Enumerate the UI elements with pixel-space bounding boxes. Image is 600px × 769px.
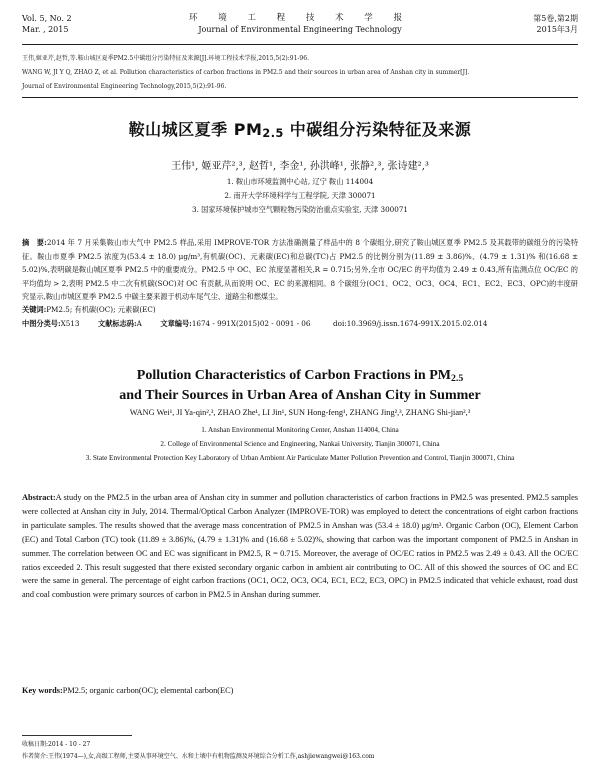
doi-value: 10.3969/j.issn.1674-991X.2015.02.014: [346, 319, 488, 328]
doc-code-label: 文献标志码:: [98, 319, 137, 328]
header-date-en: Mar. , 2015: [22, 25, 69, 34]
affiliation-zh-2: 2. 南开大学环境科学与工程学院, 天津 300071: [224, 191, 376, 200]
keywords-en-text: PM2.5; organic carbon(OC); elemental carbon(EC): [62, 686, 234, 695]
clc-value: X513: [60, 319, 80, 328]
keywords-zh-label: 关键词:: [22, 305, 47, 314]
header-journal-en: Journal of Environmental Engineering Technology: [198, 25, 402, 34]
citation-rule: [22, 97, 578, 98]
keywords-zh-text: PM2.5; 有机碳(OC); 元素碳(EC): [46, 305, 156, 314]
header-rule: [22, 44, 578, 45]
title-zh: [0, 117, 600, 140]
title-en: [0, 366, 600, 406]
doc-code-value: A: [136, 319, 142, 328]
keywords-en-label: Key words:: [22, 686, 63, 695]
title-zh-pre: 鞍山城区夏季 PM: [128, 120, 263, 139]
affiliation-en-3: 3. State Environmental Protection Key Laboratory of Urban Ambient Air Particulate Matter Pollution Prevention and Control, Tianjin 300071, China: [85, 454, 515, 462]
footnote-received: 收稿日期:2014 - 10 - 27: [22, 741, 91, 748]
affiliation-zh-1: 1. 鞍山市环境监测中心站, 辽宁 鞍山 114004: [226, 177, 374, 186]
abstract-en-label: Abstract:: [22, 493, 56, 502]
footnote-author-info: 作者简介:王伟(1974—),女,高级工程师,主要从事环境空气、水和土壤中有机物监测及环境综合分析工作,ashjiewangwei@163.com: [22, 753, 375, 760]
header-journal-zh: 环 境 工 程 技 术 学 报: [189, 13, 411, 23]
header-center: [22, 13, 578, 35]
authors-en: WANG Wei¹, JI Ya-qin²,³, ZHAO Zhe¹, LI Jin¹, SUN Hong-feng¹, ZHANG Jing²,³, ZHANG Shi-jian²,³: [129, 408, 471, 417]
running-header: [22, 13, 578, 41]
authors-zh: 王伟¹, 姬亚芹²,³, 赵哲¹, 李金¹, 孙洪峰¹, 张静²,³, 张诗建²,³: [171, 161, 429, 172]
footnote-rule: [22, 735, 132, 736]
citation-en-line1: WANG W, JI Y Q, ZHAO Z, et al. Pollution characteristics of carbon fractions in PM2.5 and their sources in urban area of Anshan city in summer[J].: [22, 69, 470, 76]
affiliation-zh-3: 3. 国家环境保护城市空气颗粒物污染防治重点实验室, 天津 300071: [192, 205, 408, 214]
header-volume: Vol. 5, No. 2: [22, 14, 72, 23]
keywords-zh: [22, 305, 156, 315]
title-en-line2: and Their Sources in Urban Area of Anshan City in Summer: [119, 388, 481, 403]
classification-line: [22, 319, 578, 329]
citation-zh: 王伟,姬亚芹,赵哲,等.鞍山城区夏季PM2.5中碳组分污染特征及来源[J].环境工程技术学报,2015,5(2):91-96.: [22, 55, 309, 62]
affiliation-en-1: 1. Anshan Environmental Monitoring Center, Anshan 114004, China: [201, 426, 399, 434]
header-right: [533, 13, 578, 35]
citation-en-line2: Journal of Environmental Engineering Technology,2015,5(2):91-96.: [22, 83, 227, 90]
abstract-zh-text: 2014 年 7 月采集鞍山市大气中 PM2.5 样品,采用 IMPROVE-TOR 方法准确测量了样品中的 8 个碳组分,研究了鞍山城区夏季 PM2.5 及其载带的碳组分的污染特征。鞍山市夏季 PM2.5 浓度为(53.4 ± 18.0) μg/m³,有机碳(OC)、元素碳(EC)和总碳(TC)占 PM2.5 的比例分别为(11.89 ± 3.86)%、(4.79 ± 1.31)% 和(16.68 ± 5.02)%,表明碳是鞍山城区夏季 PM2.5 中的重要成分。PM2.5 中 OC、EC 浓度显著相关,R = 0.715;另外,全市 OC/EC 的平均值为 2.49 ± 0.43,所有监测点位 OC/EC 的平均值均 > 2,表明 PM2.5 中二次有机碳(SOC)对 OC 有贡献,从而说明 OC、EC 的来源相同。8 个碳组分(OC1、OC2、OC3、OC4、EC1、EC2、EC3、OPC)的丰度研究显示,鞍山市城区夏季 PM2.5 中碳主要来源于机动车尾气尘、道路尘和燃煤尘。: [22, 238, 579, 302]
affiliation-en-2: 2. College of Environmental Science and Engineering, Nankai University, Tianjin 300071, China: [160, 440, 440, 448]
article-id-value: 1674 - 991X(2015)02 - 0091 - 06: [191, 319, 311, 328]
header-date-zh: 2015年3月: [536, 25, 578, 34]
abstract-zh: [22, 236, 578, 304]
title-en-line1-pre: Pollution Characteristics of Carbon Fractions in PM: [136, 368, 451, 383]
title-en-line1: [0, 366, 600, 386]
abstract-zh-label: 摘 要:: [22, 238, 47, 247]
abstract-en: [22, 491, 578, 602]
clc-label: 中图分类号:: [22, 319, 61, 328]
abstract-en-text: A study on the PM2.5 in the urban area of Anshan city in summer and pollution characteristics of carbon fractions in PM2.5 was presented. PM2.5 samples were collected at Anshan city in July, 2014. Thermal/Optical Carbon Analyzer (IMPROVE-TOR) was employed to detect the concentrations of eight carbon fractions in particulate samples. The results showed that the average mass concentration of PM2.5 in Anshan was (53.4 ± 18.0) μg/m³. Organic Carbon (OC), Element Carbon (EC) and Total Carbon (TC) took (11.89 ± 3.86)%, (4.79 ± 1.31)% and (16.68 ± 5.02)%, showing that carbon was the important component of PM2.5 in Anshan in summer. The correlation between OC and EC was significant in PM2.5, R = 0.715. Moreover, the average of OC/EC ratios in PM2.5 was 2.49 ± 0.43. All the OC/EC ratios exceeded 2. This result suggested that there existed secondary organic carbon in ambient air contributing to OC. All of this showed the sources of OC and EC were the same in general. The percentage of eight carbon fractions (OC1, OC2, OC3, OC4, EC1, EC2, EC3, OPC) in PM2.5 indicated that vehicle exhaust, road dust and coal combustion were primary sources of carbon in PM2.5 in Anshan during summer.: [22, 493, 578, 600]
title-zh-sub: 2.5: [262, 127, 284, 140]
title-en-sub: 2.5: [450, 373, 464, 384]
header-issue-zh: 第5卷,第2期: [533, 14, 578, 23]
doi-label: doi:: [333, 319, 347, 328]
keywords-en: [22, 686, 233, 695]
article-id-label: 文章编号:: [160, 319, 192, 328]
title-zh-post: 中碳组分污染特征及来源: [283, 120, 472, 139]
